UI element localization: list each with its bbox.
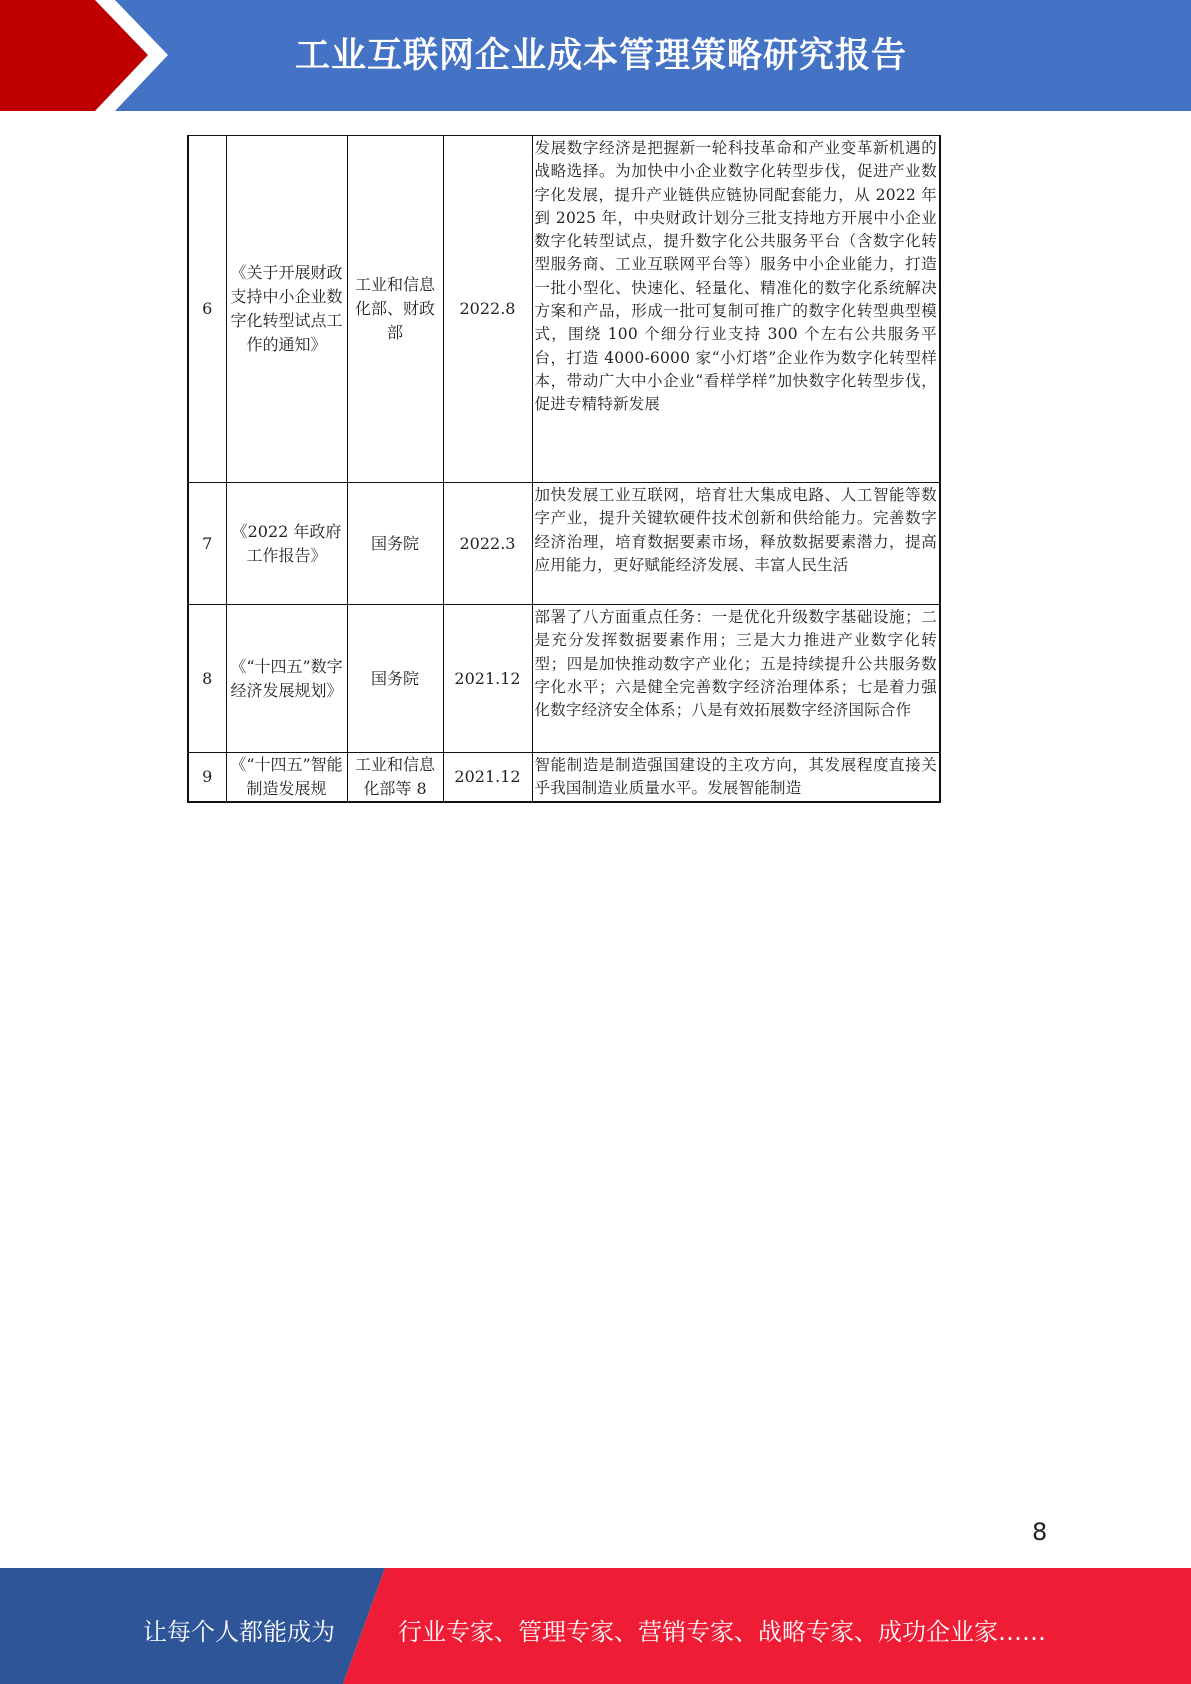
policy-date: 2021.12 [443, 753, 532, 803]
table-row [188, 136, 940, 483]
policy-issuer: 工业和信息化部、财政部 [347, 136, 443, 483]
page-number: 8 [1032, 1518, 1048, 1546]
policy-issuer: 国务院 [347, 605, 443, 753]
table-row [188, 605, 940, 753]
policy-date: 2022.8 [443, 136, 532, 483]
policy-content: 部署了八方面重点任务：一是优化升级数字基础设施；二是充分发挥数据要素作用；三是大力推进产业数字化转型；四是加快推动数字产业化；五是持续提升公共服务数字化水平；六是健全完善数字经济治理体系；七是着力强化数字经济安全体系；八是有效拓展数字经济国际合作 [532, 605, 940, 753]
policy-content: 加快发展工业互联网，培育壮大集成电路、人工智能等数字产业，提升关键软硬件技术创新和供给能力。完善数字经济治理，培育数据要素市场，释放数据要素潜力，提高应用能力，更好赋能经济发展、丰富人民生活 [532, 483, 940, 605]
policy-content: 发展数字经济是把握新一轮科技革命和产业变革新机遇的战略选择。为加快中小企业数字化转型步伐，促进产业数字化发展，提升产业链供应链协同配套能力，从 2022 年到 2025 年，中央财政计划分三批支持地方开展中小企业数字化转型试点，提升数字化公共服务平台（含数字化转型服务商、工业互联网平台等）服务中小企业能力，打造一批小型化、快速化、轻量化、精准化的数字化系统解决方案和产品，形成一批可复制可推广的数字化转型典型模式，围绕 100 个细分行业支持 300 个左右公共服务平台，打造 4000-6000 家“小灯塔”企业作为数字化转型样本，带动广大中小企业“看样学样”加快数字化转型步伐，促进专精特新发展 [532, 136, 940, 483]
policy-date: 2022.3 [443, 483, 532, 605]
policy-title: 《关于开展财政支持中小企业数字化转型试点工作的通知》 [226, 136, 347, 483]
policy-issuer: 工业和信息化部等 8 [347, 753, 443, 803]
policy-title: 《“十四五”数字经济发展规划》 [226, 605, 347, 753]
row-number: 8 [188, 605, 226, 753]
policy-title: 《2022 年政府工作报告》 [226, 483, 347, 605]
policy-title: 《“十四五”智能制造发展规 [226, 753, 347, 803]
footer-slogan-left: 让每个人都能成为 [143, 1618, 335, 1646]
row-number: 9 [188, 753, 226, 803]
table-row [188, 753, 940, 803]
page-header [0, 0, 1191, 111]
policy-table [187, 135, 941, 803]
page-footer [0, 1568, 1191, 1684]
footer-slogan-right: 行业专家、管理专家、营销专家、战略专家、成功企业家…… [398, 1618, 1046, 1646]
table-row [188, 483, 940, 605]
report-title: 工业互联网企业成本管理策略研究报告 [295, 36, 908, 76]
policy-date: 2021.12 [443, 605, 532, 753]
row-number: 7 [188, 483, 226, 605]
policy-issuer: 国务院 [347, 483, 443, 605]
row-number: 6 [188, 136, 226, 483]
policy-content: 智能制造是制造强国建设的主攻方向，其发展程度直接关乎我国制造业质量水平。发展智能制造 [532, 753, 940, 803]
